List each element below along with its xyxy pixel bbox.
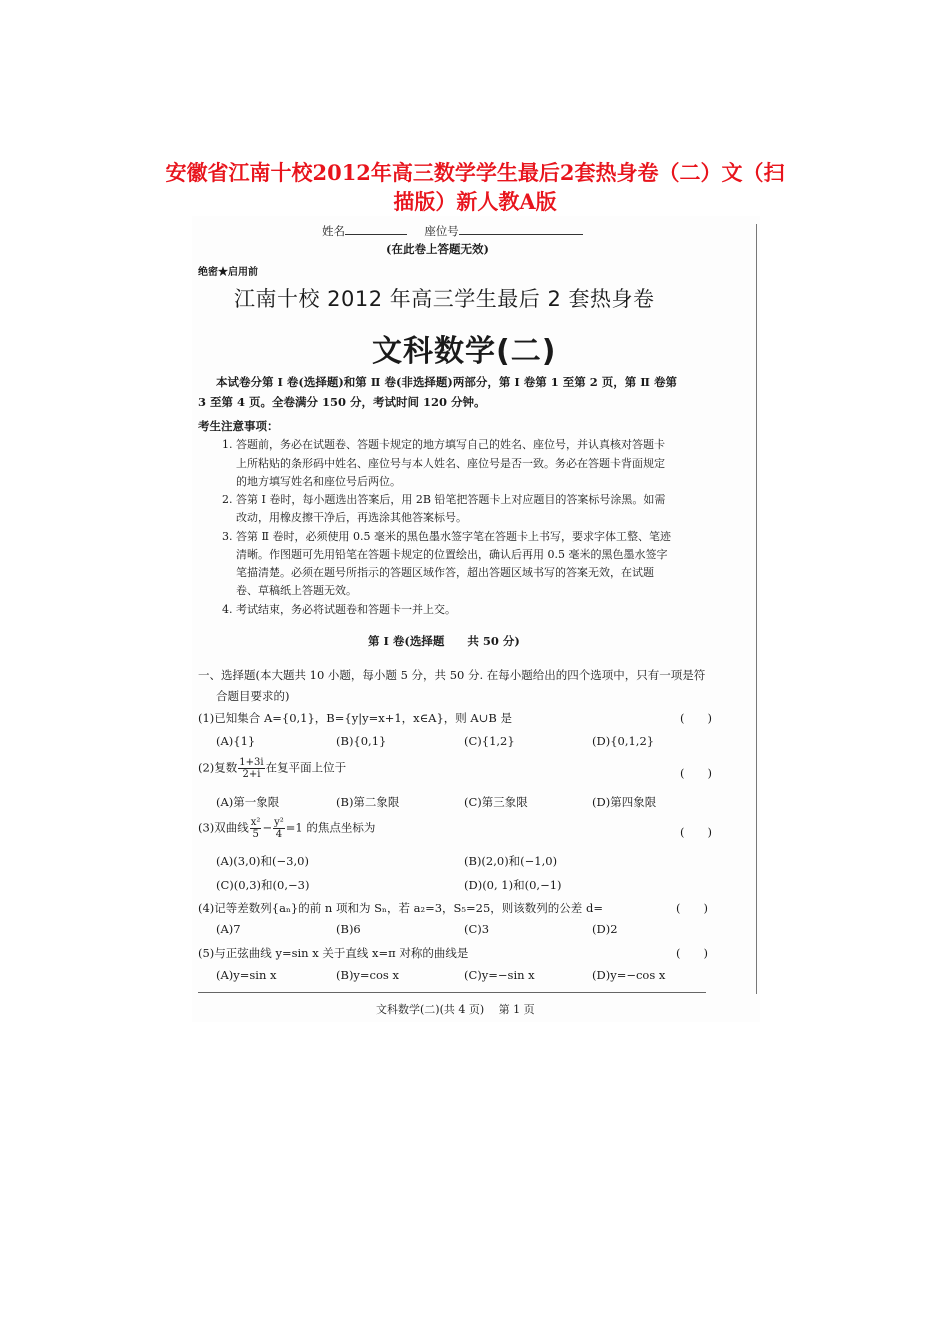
- q3-option-c: (C)(0,3)和(0,−3): [216, 878, 310, 892]
- q4-option-b: (B)6: [336, 922, 361, 936]
- q3-f2-num: y²: [274, 817, 284, 828]
- note-line: 1. 答题前，务必在试题卷、答题卡规定的地方填写自己的姓名、座位号，并认真核对答题卡: [222, 438, 665, 451]
- secret-label: 绝密★启用前: [198, 267, 258, 278]
- q3-prefix: (3)双曲线: [198, 820, 249, 835]
- footer-divider: [198, 992, 706, 993]
- note-line: 2. 答第 Ⅰ 卷时，每小题选出答案后，用 2B 铅笔把答题卡上对应题目的答案标号涂黑。如需: [222, 493, 666, 506]
- q2-frac-num: 1+3i: [239, 757, 264, 768]
- document-title-line1: 安徽省江南十校2012年高三数学学生最后2套热身卷（二）文（扫: [165, 160, 785, 185]
- invalid-note: (在此卷上答题无效): [386, 242, 489, 256]
- note-line: 改动，用橡皮擦干净后，再选涂其他答案标号。: [236, 511, 467, 524]
- q3-f1-den: 5: [252, 829, 259, 840]
- name-blank: [345, 222, 407, 235]
- q1-option-a: (A){1}: [216, 734, 256, 748]
- q4-option-c: (C)3: [464, 922, 490, 936]
- q3-minus: −: [262, 820, 273, 835]
- question-3-stem: [198, 817, 375, 840]
- q2-frac-den: 2+i: [242, 769, 261, 780]
- q2-option-d: (D)第四象限: [592, 795, 657, 809]
- q3-option-d: (D)(0, 1)和(0,−1): [464, 878, 562, 892]
- page-edge-line: [756, 224, 757, 994]
- q2-prefix: (2)复数: [198, 760, 238, 775]
- answer-paren: ( ): [680, 766, 712, 780]
- note-line: 笔描清楚。必须在题号所指示的答题区域作答，超出答题区域书写的答案无效，在试题: [236, 566, 654, 579]
- notes-title: 考生注意事项：: [198, 419, 279, 433]
- q2-option-b: (B)第二象限: [336, 795, 400, 809]
- subject-title: 文科数学(二): [372, 334, 557, 369]
- q2-suffix: 在复平面上位于: [265, 760, 347, 775]
- q4-option-d: (D)2: [592, 922, 618, 936]
- q1-option-c: (C){1,2}: [464, 734, 515, 748]
- q4-option-a: (A)7: [216, 922, 241, 936]
- note-line: 3. 答第 Ⅱ 卷时，必须使用 0.5 毫米的黑色墨水签字笔在答题卡上书写，要求字体工整、笔迹: [222, 530, 671, 543]
- name-label: 姓名: [322, 224, 345, 238]
- section-intro-line1: 一、选择题(本大题共 10 小题，每小题 5 分，共 50 分. 在每小题给出的四个选项中，只有一项是符: [198, 668, 706, 682]
- q5-option-d: (D)y=−cos x: [592, 968, 666, 982]
- section-intro-line2: 合题目要求的): [216, 689, 290, 703]
- q1-option-b: (B){0,1}: [336, 734, 387, 748]
- note-line: 卷、草稿纸上答题无效。: [236, 584, 357, 597]
- note-line: 上所粘贴的条形码中姓名、座位号与本人姓名、座位号是否一致。务必在答题卡背面规定: [236, 457, 665, 470]
- answer-paren: ( ): [676, 946, 708, 960]
- name-seat-line: [322, 222, 583, 239]
- q1-option-d: (D){0,1,2}: [592, 734, 655, 748]
- seat-blank: [459, 222, 583, 235]
- q5-option-c: (C)y=−sin x: [464, 968, 535, 982]
- question-2-stem: [198, 757, 346, 780]
- intro-line1: 本试卷分第 Ⅰ 卷(选择题)和第 Ⅱ 卷(非选择题)两部分，第 Ⅰ 卷第 1 至第 2 页，第 Ⅱ 卷第: [216, 375, 677, 389]
- q2-option-a: (A)第一象限: [216, 795, 280, 809]
- q3-option-a: (A)(3,0)和(−3,0): [216, 854, 309, 868]
- exam-title: 江南十校 2012 年高三学生最后 2 套热身卷: [234, 287, 655, 311]
- answer-paren: ( ): [680, 825, 712, 839]
- q5-option-b: (B)y=cos x: [336, 968, 399, 982]
- page-footer: 文科数学(二)(共 4 页) 第 1 页: [376, 1003, 535, 1016]
- note-line: 的地方填写姓名和座位号后两位。: [236, 475, 401, 488]
- q3-fraction-2: [273, 817, 285, 840]
- q3-f2-den: 4: [275, 829, 283, 840]
- answer-paren: ( ): [676, 901, 708, 915]
- intro-line2: 3 至第 4 页。全卷满分 150 分，考试时间 120 分钟。: [198, 395, 486, 409]
- document-title: [110, 158, 840, 216]
- question-4-stem: (4)记等差数列{aₙ}的前 n 项和为 Sₙ，若 a₂=3，S₅=25，则该数列的公差 d=: [198, 901, 603, 915]
- section-title: 第 Ⅰ 卷(选择题 共 50 分): [368, 634, 520, 648]
- note-line: 清晰。作图题可先用铅笔在答题卡规定的位置绘出，确认后再用 0.5 毫米的黑色墨水签字: [236, 548, 668, 561]
- q2-fraction: [238, 757, 264, 780]
- q3-f1-num: x²: [250, 817, 261, 828]
- q5-option-a: (A)y=sin x: [216, 968, 277, 982]
- document-title-line2: 描版）新人教A版: [393, 189, 557, 214]
- question-1-stem: (1)已知集合 A={0,1}，B={y|y=x+1，x∈A}，则 A∪B 是: [198, 711, 512, 725]
- answer-paren: ( ): [680, 711, 712, 725]
- q2-option-c: (C)第三象限: [464, 795, 528, 809]
- question-5-stem: (5)与正弦曲线 y=sin x 关于直线 x=π 对称的曲线是: [198, 946, 469, 960]
- q3-suffix: =1 的焦点坐标为: [285, 820, 376, 835]
- note-line: 4. 考试结束，务必将试题卷和答题卡一并上交。: [222, 603, 456, 616]
- seat-label: 座位号: [424, 224, 459, 238]
- q3-option-b: (B)(2,0)和(−1,0): [464, 854, 558, 868]
- q3-fraction-1: [250, 817, 262, 840]
